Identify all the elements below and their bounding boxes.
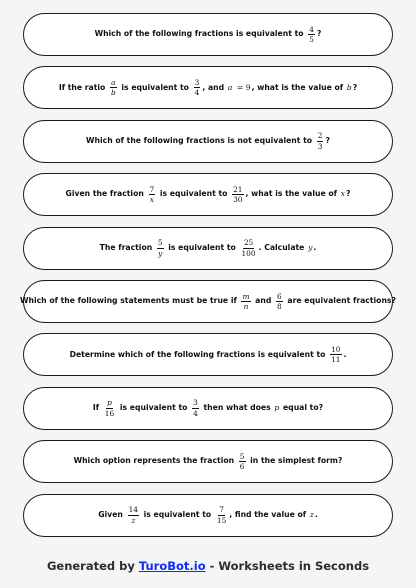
fraction-denominator: 15 — [216, 515, 227, 525]
fraction — [239, 453, 246, 471]
question-text — [74, 453, 343, 471]
fraction-denominator: z — [131, 515, 136, 525]
fraction-numerator: 14 — [128, 505, 138, 515]
fraction-denominator: 4 — [194, 88, 200, 98]
question-text-segment: Which of the following statements must be true if — [20, 296, 240, 306]
fraction — [232, 186, 243, 204]
fraction-numerator: p — [107, 398, 112, 408]
question-text-segment: , what is the value of — [245, 189, 340, 199]
question-text-segment: ? — [325, 136, 330, 146]
fraction — [330, 346, 341, 364]
question-text-segment: . — [314, 509, 318, 519]
fraction — [317, 132, 324, 150]
footer-prefix: Generated by — [46, 559, 139, 573]
math-symbol: y — [308, 242, 313, 252]
question-list — [20, 13, 396, 547]
fraction-denominator: 6 — [239, 462, 245, 472]
question-card — [23, 494, 393, 537]
question-card — [23, 333, 393, 376]
math-symbol: p — [274, 403, 280, 412]
question-text — [95, 26, 322, 44]
question-text — [98, 506, 318, 524]
fraction-numerator: 6 — [277, 291, 282, 301]
fraction — [110, 79, 117, 97]
question-text-segment: If the ratio — [58, 82, 109, 92]
fraction — [240, 239, 256, 257]
fraction — [157, 239, 164, 257]
question-text — [100, 239, 317, 257]
math-symbol: b — [346, 82, 352, 92]
fraction — [104, 399, 115, 417]
question-text-segment: Which of the following fractions is equivalent to — [94, 29, 307, 39]
fraction-numerator: 7 — [149, 184, 155, 194]
question-text-segment: is equivalent to — [157, 189, 231, 199]
fraction — [149, 186, 156, 204]
fraction-numerator: 7 — [219, 505, 224, 515]
question-text-segment: . Calculate — [258, 242, 308, 252]
fraction-numerator: 3 — [193, 398, 198, 408]
question-text — [70, 346, 347, 364]
question-text-segment: If — [92, 403, 102, 412]
question-text — [93, 399, 323, 417]
fraction-denominator: 3 — [317, 141, 323, 151]
fraction-numerator: 25 — [243, 238, 254, 248]
fraction-numerator: a — [111, 77, 116, 87]
question-text-segment: Given the fraction — [65, 189, 147, 199]
question-card — [23, 173, 393, 216]
question-card — [23, 387, 393, 430]
fraction-denominator: y — [158, 248, 163, 258]
fraction — [192, 399, 199, 417]
question-text-segment: ? — [346, 189, 351, 199]
fraction-denominator: 8 — [277, 301, 282, 311]
question-text — [86, 132, 330, 150]
question-text-segment: is equivalent to — [118, 82, 192, 92]
math-symbol: = 9 — [234, 82, 251, 92]
question-text-segment: Determine which of the following fractions is equivalent to — [69, 349, 329, 359]
question-card — [23, 440, 393, 483]
fraction — [194, 79, 201, 97]
fraction-denominator: 100 — [241, 248, 256, 258]
fraction-numerator: 4 — [309, 24, 314, 34]
fraction-numerator: 21 — [233, 184, 243, 194]
question-text-segment: then what does — [200, 403, 274, 412]
math-symbol: a — [227, 82, 233, 92]
question-text-segment: and — [252, 296, 275, 306]
fraction-numerator: 10 — [331, 344, 341, 354]
question-card — [23, 13, 393, 56]
fraction-numerator: m — [242, 291, 250, 301]
question-text — [59, 79, 357, 97]
question-card — [23, 227, 393, 270]
question-text-segment: Which of the following fractions is not equivalent to — [86, 136, 315, 146]
question-text-segment: in the simplest form? — [247, 456, 343, 466]
question-text-segment: is equivalent to — [140, 509, 214, 519]
fraction-denominator: n — [243, 301, 249, 311]
fraction-denominator: 16 — [104, 408, 115, 418]
question-text-segment: , find the value of — [229, 509, 309, 519]
question-text-segment: . — [343, 349, 347, 359]
fraction-denominator: 11 — [331, 355, 341, 365]
question-text-segment: . — [313, 242, 317, 252]
question-text-segment: , what is the value of — [251, 82, 346, 92]
question-card — [23, 66, 393, 109]
question-text — [20, 293, 396, 311]
fraction — [128, 506, 139, 524]
fraction — [216, 506, 227, 524]
footer — [0, 559, 416, 573]
fraction-denominator: b — [111, 88, 116, 98]
footer-suffix: - Worksheets in Seconds — [205, 559, 370, 573]
fraction-numerator: 5 — [157, 238, 163, 248]
fraction — [308, 26, 315, 44]
question-text-segment: Which option represents the fraction — [73, 456, 237, 466]
question-text-segment: equal to? — [280, 403, 324, 412]
question-text-segment: are equivalent fractions? — [284, 296, 396, 306]
math-symbol: x — [340, 189, 345, 199]
question-text-segment: Given — [98, 509, 126, 519]
question-text-segment: , and — [202, 82, 227, 92]
question-card — [20, 280, 396, 323]
fraction-numerator: 2 — [317, 131, 323, 141]
math-symbol: z — [309, 509, 314, 519]
fraction-denominator: x — [149, 195, 154, 205]
fraction-denominator: 30 — [233, 195, 243, 205]
fraction-numerator: 5 — [239, 451, 245, 461]
question-text-segment: ? — [316, 29, 322, 39]
turobot-link[interactable]: TuroBot.io — [138, 559, 206, 573]
question-text — [66, 186, 351, 204]
question-text-segment: is equivalent to — [165, 242, 239, 252]
fraction-denominator: 4 — [193, 408, 198, 418]
question-card — [23, 120, 393, 163]
fraction — [241, 293, 250, 311]
question-text-segment: ? — [352, 82, 358, 92]
fraction — [276, 293, 283, 311]
fraction-numerator: 3 — [194, 77, 200, 87]
question-text-segment: The fraction — [99, 242, 155, 252]
question-text-segment: is equivalent to — [117, 403, 191, 412]
fraction-denominator: 5 — [309, 35, 314, 44]
